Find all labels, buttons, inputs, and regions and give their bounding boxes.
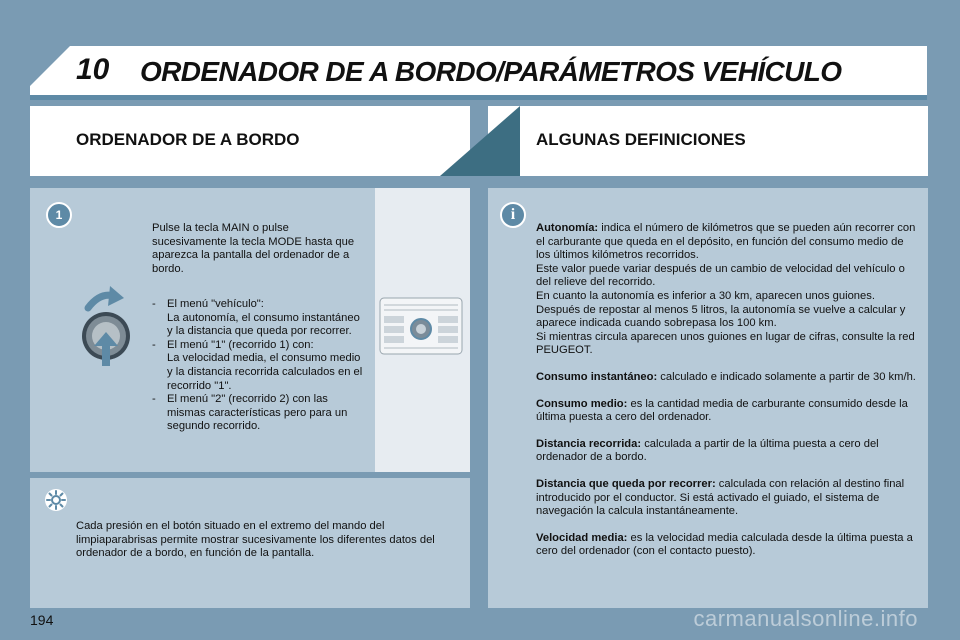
- title-bar-corner: [30, 46, 70, 86]
- page-number: 194: [30, 612, 54, 628]
- definitions-list: [536, 222, 918, 572]
- list-dash: -: [152, 298, 156, 310]
- definition-item: [536, 532, 918, 559]
- section-title-right: ALGUNAS DEFINICIONES: [536, 130, 746, 149]
- definition-text: es la cantidad media de carburante consumido desde la última puesta a cero del ordenador.: [536, 397, 908, 424]
- list-dash: -: [152, 393, 156, 406]
- tip-text: Cada presión en el botón situado en el extremo del mando del limpiaparabrisas permite mostrar sucesivamente los diferentes datos del ordenador de a bordo, en función de la pantalla.: [76, 520, 435, 560]
- definition-text: es la velocidad media calculada desde la última puesta a cero del ordenador (con el contacto puesto).: [536, 531, 913, 558]
- list-dash: -: [152, 338, 156, 351]
- menu-list: [152, 298, 364, 434]
- list-item-title: El menú "1" (recorrido 1) con:: [167, 338, 314, 351]
- chapter-number: 10: [76, 53, 110, 86]
- definition-term: Consumo instantáneo:: [536, 370, 658, 383]
- definition-item: [536, 478, 918, 519]
- step-number-badge: 1: [46, 202, 72, 228]
- definition-term: Consumo medio:: [536, 397, 628, 410]
- list-item-title: El menú "vehículo":: [167, 298, 264, 310]
- definition-item: [536, 398, 918, 425]
- definition-term: Velocidad media:: [536, 531, 628, 544]
- definition-term: Autonomía:: [536, 222, 599, 234]
- list-item: [152, 298, 364, 339]
- definition-term: Distancia que queda por recorrer:: [536, 477, 716, 490]
- definition-text: indica el número de kilómetros que se pueden aún recorrer con el carburante que queda en el depósito, en función del consumo medio de los últimos kilómetros recorridos. Este valor puede variar después de un cambio de velocidad del vehículo o del relieve del recorrido. En cuanto la autonomía es inferior a 30 km, aparecen unos guiones. Después de repostar al menos 5 litros, la autonomía se vuelve a calcular y aparece indicada cuando sobrepasa los 100 km. Si mientras circula aparecen unos guiones en lugar de cifras, consulte la red PEUGEOT.: [536, 222, 916, 357]
- console-illustration: [378, 296, 464, 356]
- section-title-left: ORDENADOR DE A BORDO: [76, 130, 300, 149]
- definition-item: [536, 371, 918, 385]
- tip-sun-icon: [44, 488, 68, 512]
- list-item-body: mismas características pero para un segundo recorrido.: [167, 406, 348, 433]
- list-item-title: El menú "2" (recorrido 2) con las: [167, 393, 328, 406]
- definition-text: calculado e indicado solamente a partir de 30 km/h.: [657, 370, 916, 383]
- chapter-title: ORDENADOR DE A BORDO/PARÁMETROS VEHÍCULO: [140, 56, 842, 87]
- definition-text: calculada a partir de la última puesta a cero del ordenador de a bordo.: [536, 437, 879, 464]
- section-divider-triangle: [440, 106, 520, 176]
- definition-term: Distancia recorrida:: [536, 437, 642, 450]
- list-item-body: La autonomía, el consumo instantáneo y la distancia que queda por recorrer.: [167, 311, 360, 338]
- definition-text: calculada con relación al destino final introducido por el conductor. Si está activado el guiado, el sistema de navegación la calcula instantáneamente.: [536, 477, 905, 518]
- list-item: [152, 339, 364, 393]
- definition-item: [536, 438, 918, 465]
- info-icon: i: [500, 202, 526, 228]
- watermark: carmanualsonline.info: [693, 606, 918, 631]
- definition-item: [536, 222, 918, 358]
- list-item: [152, 393, 364, 434]
- step-instruction: Pulse la tecla MAIN o pulse sucesivamente la tecla MODE hasta que aparezca la pantalla del ordenador de a bordo.: [152, 222, 355, 275]
- control-knob-icon: [70, 284, 150, 374]
- list-item-body: La velocidad media, el consumo medio y la distancia recorrida calculados en el recorrido "1".: [167, 352, 363, 392]
- title-bar-accent: [30, 95, 927, 100]
